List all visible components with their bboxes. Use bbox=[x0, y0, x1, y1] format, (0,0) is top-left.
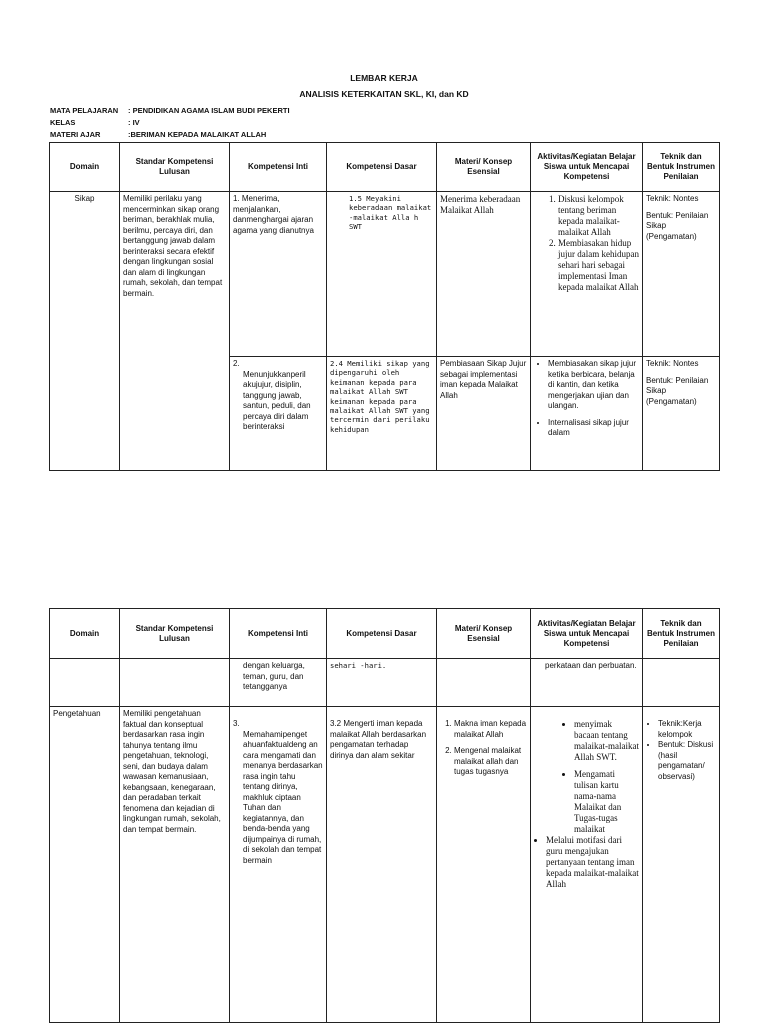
ki-cell bbox=[230, 707, 327, 1023]
meta-label: KELAS bbox=[50, 118, 76, 127]
header-kd: Kompetensi Dasar bbox=[327, 609, 437, 659]
teknik-text: Teknik: Nontes bbox=[646, 194, 699, 203]
list-item: 2. Membiasakan hidup jujur dalam kehidupan sehari hari sebagai implementasi Iman kepada malaikat Allah bbox=[558, 238, 639, 293]
header-skl: Standar Kompetensi Lulusan bbox=[120, 143, 230, 192]
header-aktivitas: Aktivitas/Kegiatan Belajar Siswa untuk Mencapai Kompetensi bbox=[531, 143, 643, 192]
skl-cell: Memiliki pengetahuan faktual dan konseptual berdasarkan rasa ingin tahunya tentang ilmu pengetahuan, teknologi, seni, dan budaya dalam wawasan kemanusiaan, kebangsaan, kenegaraan, dan peradaban terkait fenomena dan kejadian di lingkungan rumah, sekolah, dan tempat bermain. bbox=[120, 707, 230, 1023]
skl-cell: Memiliki perilaku yang mencerminkan sikap orang beriman, berakhlak mulia, berilmu, percaya diri, dan bertanggung jawab dalam berinteraksi secara efektif dengan lingkungan sosial dan alam di lingkungan rumah, sekolah, dan tempat bermain. bbox=[120, 192, 230, 471]
domain-cell: Sikap bbox=[50, 192, 120, 471]
meta-value: : IV bbox=[128, 118, 140, 127]
list-item: 1. Diskusi kelompok tentang beriman kepada malaikat-malaikat Allah bbox=[558, 194, 639, 238]
list-item: • Teknik:Kerja kelompok bbox=[658, 719, 716, 740]
meta-materi-ajar bbox=[50, 130, 266, 139]
header-materi: Materi/ Konsep Esensial bbox=[437, 609, 531, 659]
header-ki: Kompetensi Inti bbox=[230, 143, 327, 192]
table-row bbox=[50, 659, 720, 707]
table-header-row bbox=[50, 143, 720, 192]
kd-cell: 3.2 Mengerti iman kepada malaikat Allah berdasarkan pengamatan terhadap dirinya dan alam sekitar bbox=[327, 707, 437, 1023]
ki-cell: 1. Menerima, menjalankan, danmenghargai ajaran agama yang dianutnya bbox=[230, 192, 327, 357]
aktivitas-cell bbox=[531, 192, 643, 357]
ki-cell: dengan keluarga, teman, guru, dan tetangganya bbox=[230, 659, 327, 707]
table-row bbox=[50, 192, 720, 357]
table-row bbox=[50, 707, 720, 1023]
teknik-text: Teknik: Nontes bbox=[646, 359, 699, 368]
analysis-table-1 bbox=[49, 142, 720, 471]
materi-cell bbox=[437, 707, 531, 1023]
kd-cell: 2.4 Memiliki sikap yang dipengaruhi oleh keimanan kepada para malaikat Allah SWT keimanan kepada para malaikat Allah SWT yang tercermin dari perilaku kehidupan bbox=[327, 357, 437, 471]
materi-cell: Menerima keberadaan Malaikat Allah bbox=[437, 192, 531, 357]
header-domain: Domain bbox=[50, 143, 120, 192]
header-skl: Standar Kompetensi Lulusan bbox=[120, 609, 230, 659]
skl-cell bbox=[120, 659, 230, 707]
aktivitas-cell: perkataan dan perbuatan. bbox=[531, 659, 643, 707]
meta-value: :BERIMAN KEPADA MALAIKAT ALLAH bbox=[128, 130, 267, 139]
ki-text: Menunjukkanperil akujujur, disiplin, tanggung jawab, santun, peduli, dan percaya diri dalam berinteraksi bbox=[243, 369, 311, 431]
ki-number: 3. bbox=[233, 719, 240, 728]
table-header-row bbox=[50, 609, 720, 659]
meta-label: MATA PELAJARAN bbox=[50, 106, 119, 115]
list-item: • Melalui motifasi dari guru mengajukan pertanyaan tentang iman kepada malaikat-malaikat Allah bbox=[546, 835, 639, 890]
list-item: • Internalisasi sikap jujur dalam bbox=[548, 418, 639, 439]
bentuk-text: Bentuk: Penilaian Sikap (Pengamatan) bbox=[646, 210, 709, 241]
kd-cell: sehari -hari. bbox=[327, 659, 437, 707]
domain-cell bbox=[50, 659, 120, 707]
ki-text: Memahamipenget ahuanfaktualdeng an cara mengamati dan menanya berdasarkan rasa ingin tahu tentang dirinya, makhluk ciptaan Tuhan dan kegiatannya, dan benda-benda yang dijumpainya di rumah, di sekolah dan tempat bermain bbox=[243, 729, 323, 865]
kd-cell: 1.5 Meyakini keberadaan malaikat -malaikat Alla h SWT bbox=[327, 192, 437, 357]
list-item: • menyimak bacaan tentang malaikat-malaikat Allah SWT. bbox=[574, 719, 639, 763]
list-item: • Membiasakan sikap jujur ketika berbicara, belanja di kantin, dan ketika mengerjakan ujian dan ulangan. bbox=[548, 359, 639, 412]
header-materi: Materi/ Konsep Esensial bbox=[437, 143, 531, 192]
materi-cell bbox=[437, 659, 531, 707]
list-item: • Bentuk: Diskusi (hasil pengamatan/ observasi) bbox=[658, 740, 716, 782]
meta-value: : PENDIDIKAN AGAMA ISLAM BUDI PEKERTI bbox=[128, 106, 290, 115]
header-ki: Kompetensi Inti bbox=[230, 609, 327, 659]
teknik-cell bbox=[643, 357, 720, 471]
header-teknik: Teknik dan Bentuk Instrumen Penilaian bbox=[643, 609, 720, 659]
header-aktivitas: Aktivitas/Kegiatan Belajar Siswa untuk Mencapai Kompetensi bbox=[531, 609, 643, 659]
list-item: • Mengamati tulisan kartu nama-nama Malaikat dan Tugas-tugas malaikat bbox=[574, 769, 639, 835]
teknik-cell bbox=[643, 192, 720, 357]
analysis-table-2 bbox=[49, 608, 720, 1023]
materi-cell: Pembiasaan Sikap Jujur sebagai implementasi iman kepada Malaikat Allah bbox=[437, 357, 531, 471]
header-domain: Domain bbox=[50, 609, 120, 659]
meta-label: MATERI AJAR bbox=[50, 130, 101, 139]
teknik-cell bbox=[643, 659, 720, 707]
header-teknik: Teknik dan Bentuk Instrumen Penilaian bbox=[643, 143, 720, 192]
ki-cell bbox=[230, 357, 327, 471]
header-kd: Kompetensi Dasar bbox=[327, 143, 437, 192]
teknik-cell bbox=[643, 707, 720, 1023]
list-item: 2. Mengenal malaikat malaikat allah dan tugas tugasnya bbox=[454, 746, 527, 778]
meta-kelas bbox=[50, 118, 140, 127]
document-subtitle: ANALISIS KETERKAITAN SKL, KI, dan KD bbox=[299, 89, 469, 99]
list-item: 1. Makna iman kepada malaikat Allah bbox=[454, 719, 527, 740]
ki-number: 2. bbox=[233, 359, 240, 368]
meta-mata-pelajaran bbox=[50, 106, 290, 115]
aktivitas-cell bbox=[531, 707, 643, 1023]
document-title: LEMBAR KERJA bbox=[350, 73, 418, 83]
domain-cell: Pengetahuan bbox=[50, 707, 120, 1023]
aktivitas-cell bbox=[531, 357, 643, 471]
bentuk-text: Bentuk: Penilaian Sikap (Pengamatan) bbox=[646, 375, 709, 406]
